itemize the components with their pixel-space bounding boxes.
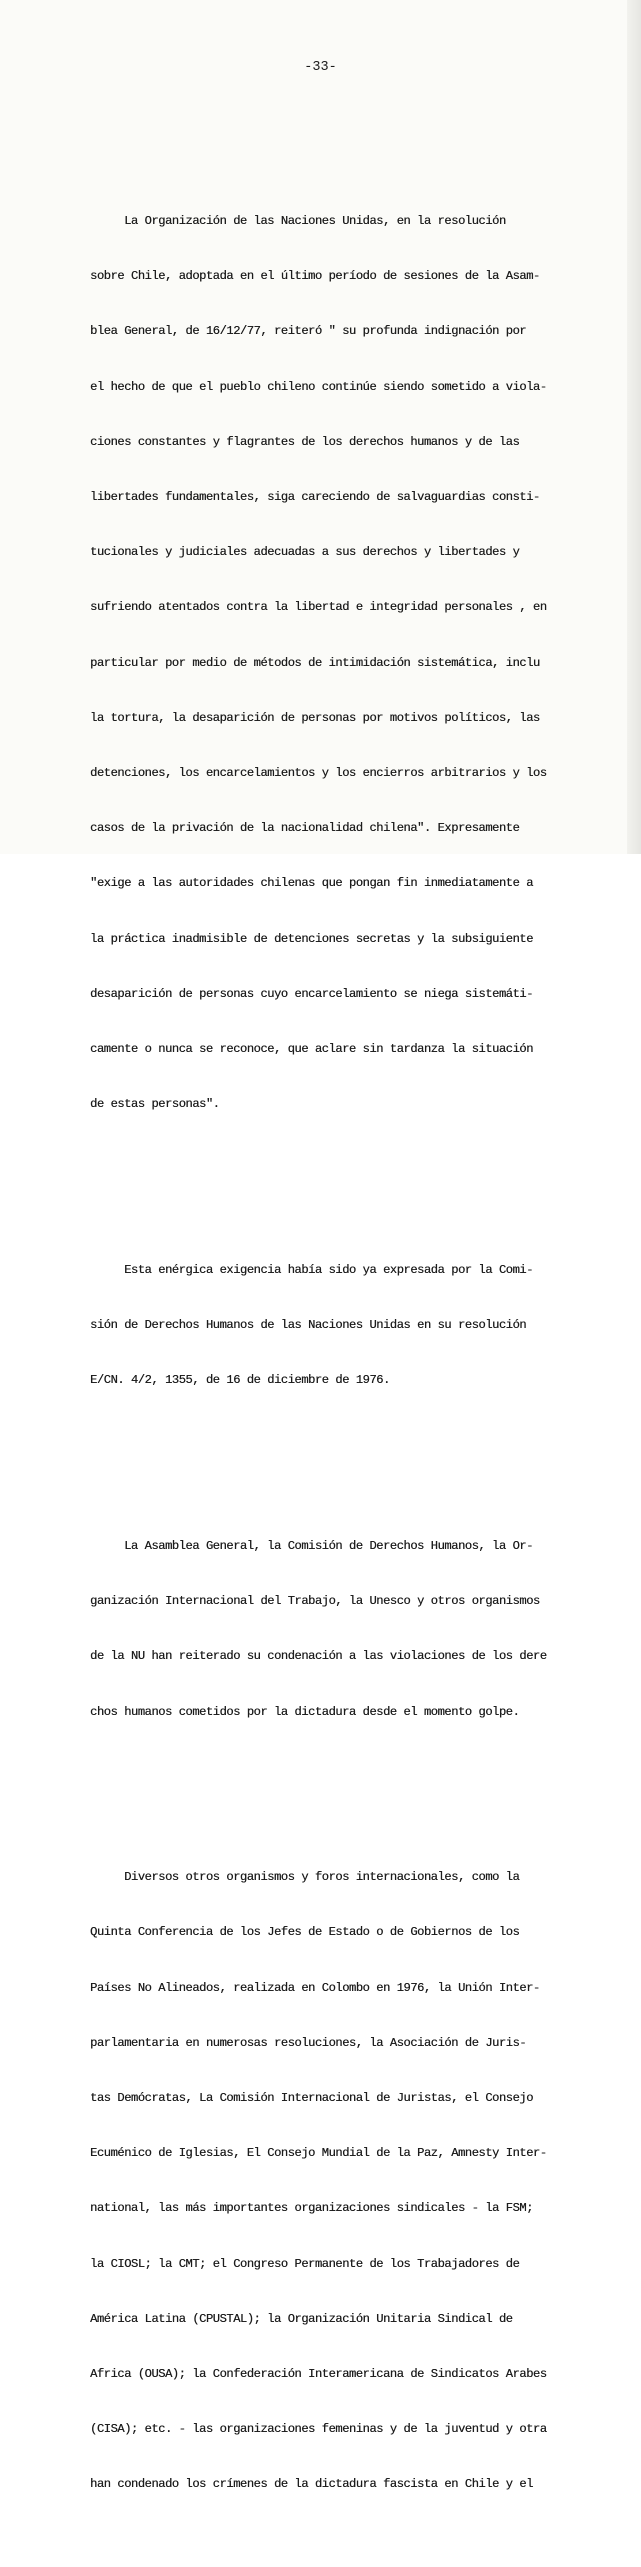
text-line: casos de la privación de la nacionalidad chilena". Expresamente [90,821,520,836]
text-line: la tortura, la desaparición de personas por motivos políticos, las [90,710,540,725]
text-line: La Asamblea General, la Comisión de Derechos Humanos, la Or- [90,1538,533,1553]
text-line: han condenado los crímenes de la dictadura fascista en Chile y el [90,2477,533,2492]
text-line: ganización Internacional del Trabajo, la Unesco y otros organismos [90,1594,540,1609]
paragraph-human-rights-commission [90,1224,590,1426]
text-line: detenciones, los encarcelamientos y los encierros arbitrarios y los [90,766,547,781]
page-edge-shadow [627,0,641,854]
page-number: -33- [304,60,337,75]
text-line: E/CN. 4/2, 1355, de 16 de diciembre de 1976. [90,1373,390,1388]
text-line: chos humanos cometidos por la dictadura desde el momento golpe. [90,1704,520,1719]
text-line: national, las más importantes organizaciones sindicales - la FSM; [90,2201,533,2216]
text-line: Esta enérgica exigencia había sido ya expresada por la Comi- [90,1262,533,1277]
text-line: blea General, de 16/12/77, reiteró " su profunda indignación por [90,324,527,339]
text-line: de estas personas". [90,1097,220,1112]
text-line: tucionales y judiciales adecuadas a sus derechos y libertades y [90,545,520,560]
document-body [90,120,590,2567]
text-line: Ecuménico de Iglesias, El Consejo Mundial de la Paz, Amnesty Inter- [90,2146,547,2161]
text-line: el hecho de que el pueblo chileno continúe siendo sometido a viola- [90,379,547,394]
text-line: "exige a las autoridades chilenas que pongan fin inmediatamente a [90,876,533,891]
paragraph-international-organisms [90,1831,590,2530]
text-line: la práctica inadmisible de detenciones secretas y la subsiguiente [90,931,533,946]
paragraph-general-assembly [90,1500,590,1758]
text-line: sufriendo atentados contra la libertad e integridad personales , en [90,600,547,615]
text-line: (CISA); etc. - las organizaciones femeninas y de la juventud y otra [90,2422,547,2437]
text-line: Países No Alineados, realizada en Colombo en 1976, la Unión Inter- [90,1980,540,1995]
text-line: sobre Chile, adoptada en el último período de sesiones de la Asam- [90,269,540,284]
text-line: de la NU han reiterado su condenación a las violaciones de los dere [90,1649,547,1664]
text-line: tas Demócratas, La Comisión Internacional de Juristas, el Consejo [90,2091,533,2106]
text-line: Diversos otros organismos y foros internacionales, como la [90,1870,520,1885]
text-line: camente o nunca se reconoce, que aclare sin tardanza la situación [90,1042,533,1057]
text-line: libertades fundamentales, siga careciendo de salvaguardias consti- [90,490,540,505]
text-line: Quinta Conferencia de los Jefes de Estado o de Gobiernos de los [90,1925,520,1940]
text-line: La Organización de las Naciones Unidas, en la resolución [90,214,506,229]
text-line: parlamentaria en numerosas resoluciones, la Asociación de Juris- [90,2035,527,2050]
text-line: la CIOSL; la CMT; el Congreso Permanente de los Trabajadores de [90,2256,520,2271]
text-line: América Latina (CPUSTAL); la Organización Unitaria Sindical de [90,2311,513,2326]
text-line: sión de Derechos Humanos de las Naciones Unidas en su resolución [90,1318,527,1333]
text-line: particular por medio de métodos de intimidación sistemática, inclu [90,655,540,670]
paragraph-un-resolution [90,175,590,1150]
text-line: ciones constantes y flagrantes de los derechos humanos y de las [90,434,520,449]
text-line: Africa (OUSA); la Confederación Interamericana de Sindicatos Arabes [90,2367,547,2382]
text-line: desaparición de personas cuyo encarcelamiento se niega sistemáti- [90,986,533,1001]
